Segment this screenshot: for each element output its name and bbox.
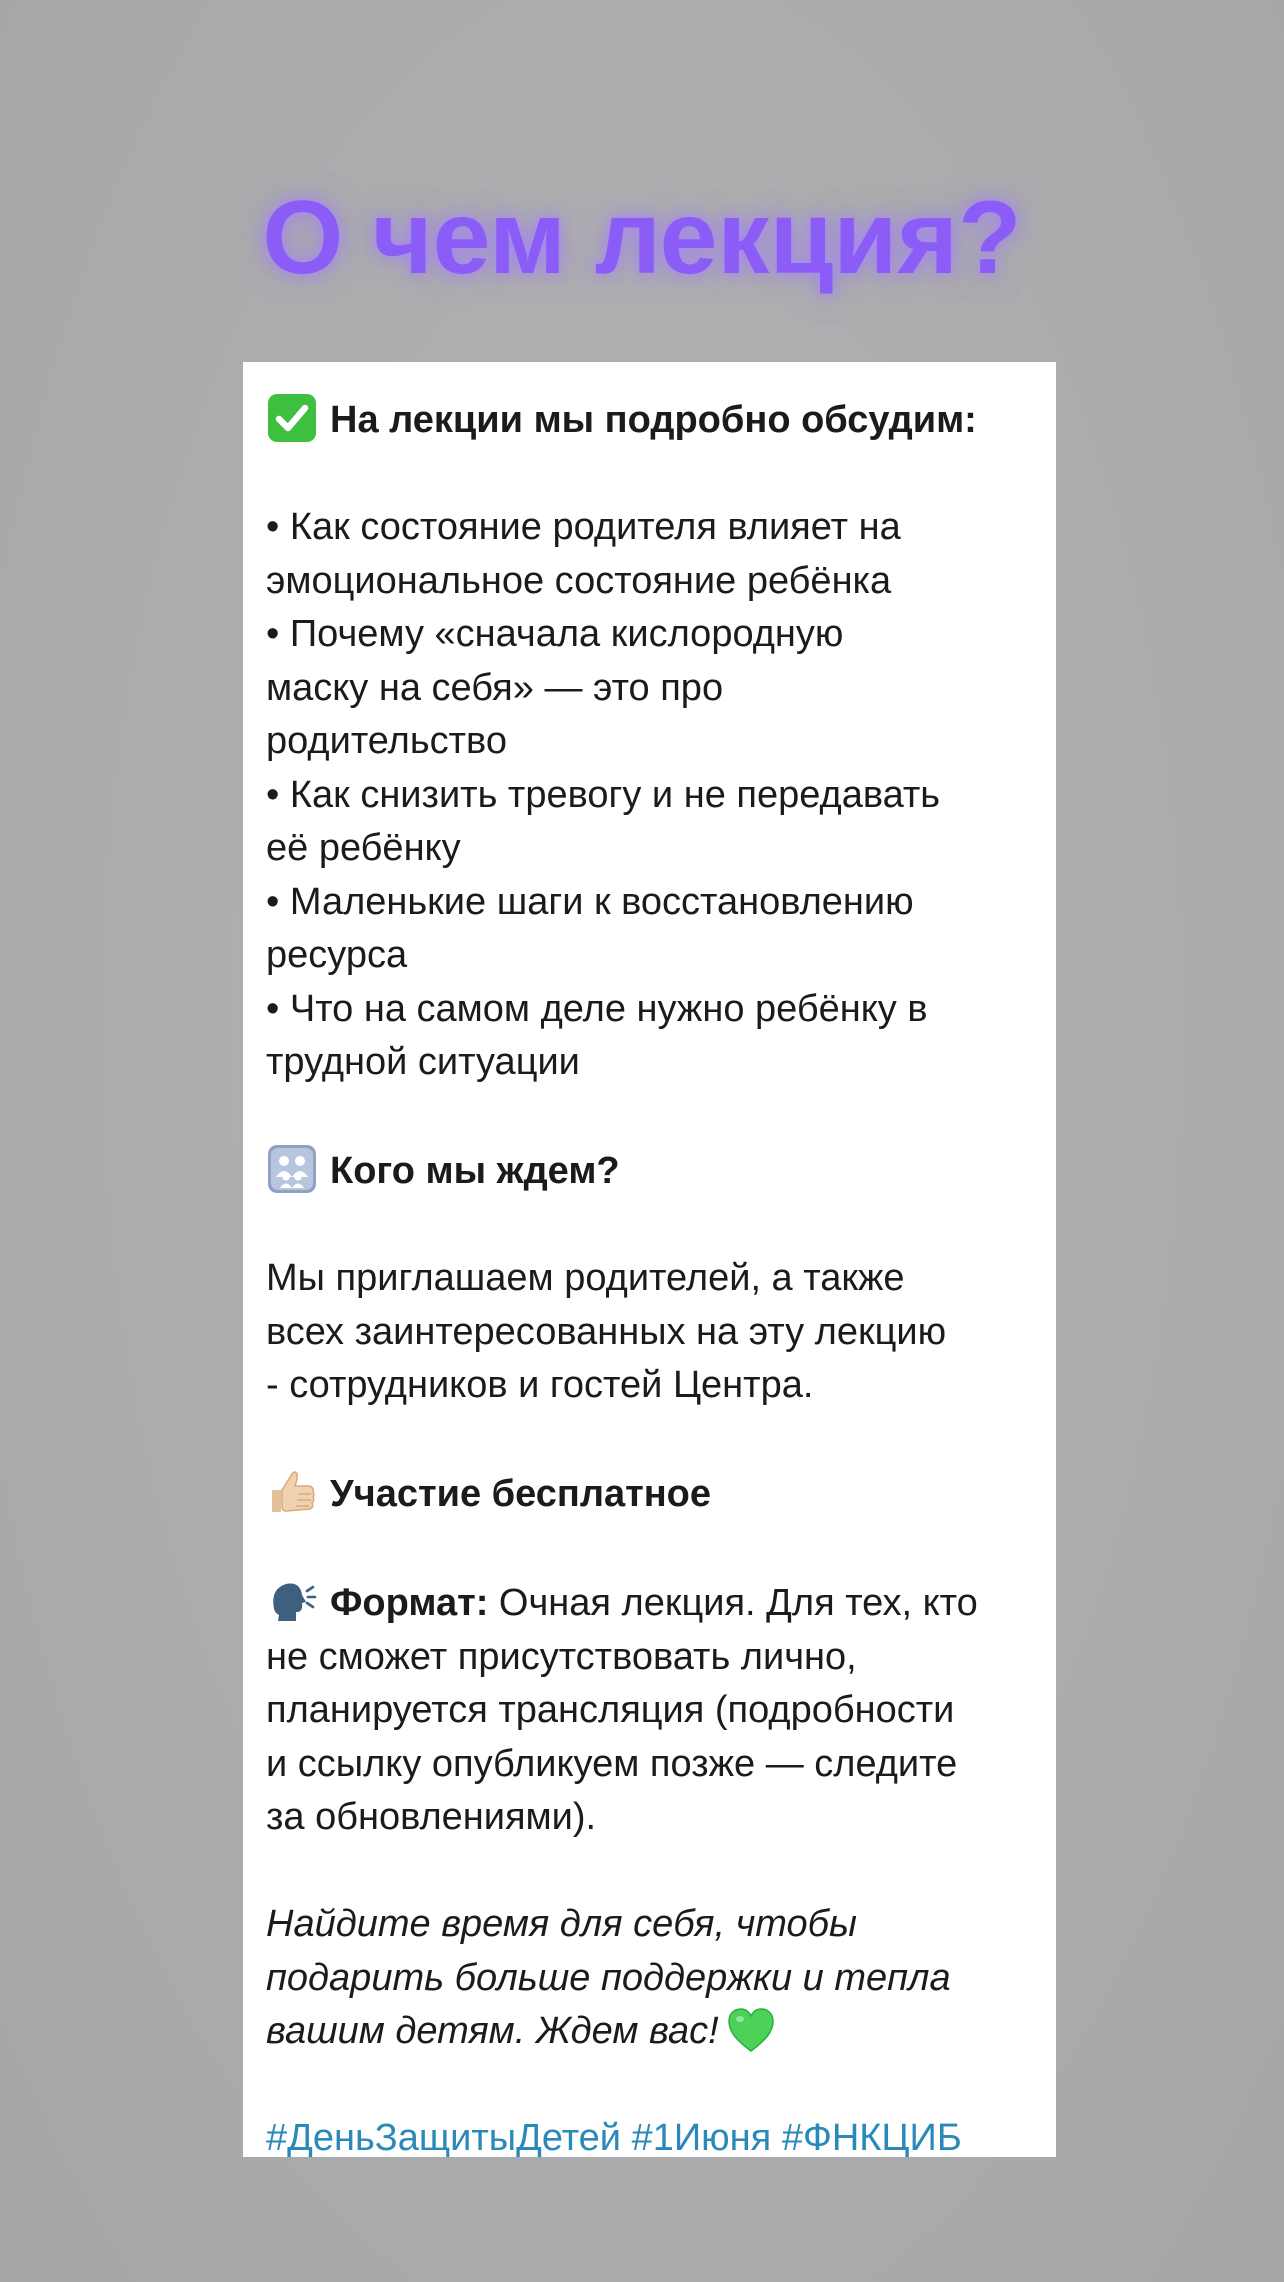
closing-line: подарить больше поддержки и тепла [266,1956,951,1999]
discuss-line: • Маленькие шаги к восстановлению [266,880,914,923]
green-heart-icon [727,2007,775,2053]
post-card [243,362,1056,2157]
audience-line: всех заинтересованных на эту лекцию [266,1310,947,1353]
discuss-line: • Почему «сначала кислородную [266,613,844,655]
hashtag-link[interactable]: #ДеньЗащитыДетей [266,2117,622,2157]
discuss-line: родительство [266,720,507,762]
family-icon [266,1143,318,1195]
free-heading: Участие бесплатное [330,1473,712,1515]
hashtag-link[interactable]: #1Июня [631,2117,772,2157]
discuss-line: • Как состояние родителя влияет на [266,506,901,548]
check-mark-button-icon [266,392,318,444]
discuss-line: эмоциональное состояние ребёнка [266,559,892,602]
discuss-line: маску на себя» — это про [266,666,724,709]
format-line: планируется трансляция (подробности [266,1689,955,1731]
hashtags-row [266,2112,1036,2157]
discuss-line: • Что на самом деле нужно ребёнку в [266,987,928,1030]
closing-text: вашим детям. Ждем вас! [266,2010,719,2052]
discuss-line: ресурса [266,934,408,976]
audience-heading-row [266,1143,1036,1199]
closing-last-line [266,2005,1036,2059]
hashtag-link[interactable]: #ФНКЦИБ [781,2117,962,2157]
discuss-line: её ребёнку [266,827,461,869]
audience-line: - сотрудников и гостей Центра. [266,1364,814,1406]
discuss-line: трудной ситуации [266,1041,580,1083]
speaking-head-icon [266,1575,318,1627]
format-line: за обновлениями). [266,1796,597,1838]
format-first-line [266,1575,1036,1631]
format-text: Очная лекция. Для тех, кто [488,1582,978,1624]
story-title: О чем лекция? [262,180,1022,296]
format-line: не сможет присутствовать лично, [266,1635,857,1678]
free-heading-row [266,1466,1036,1522]
discuss-heading: На лекции мы подробно обсудим: [330,399,977,441]
discuss-line: • Как снизить тревогу и не передавать [266,773,941,816]
thumbs-up-icon [266,1466,318,1518]
closing-line: Найдите время для себя, чтобы [266,1903,857,1945]
format-label: Формат: [330,1582,489,1624]
format-line: и ссылку опубликуем позже — следите [266,1742,958,1785]
audience-line: Мы приглашаем родителей, а также [266,1257,905,1299]
discuss-heading-row [266,392,1036,448]
audience-heading: Кого мы ждем? [330,1150,620,1192]
